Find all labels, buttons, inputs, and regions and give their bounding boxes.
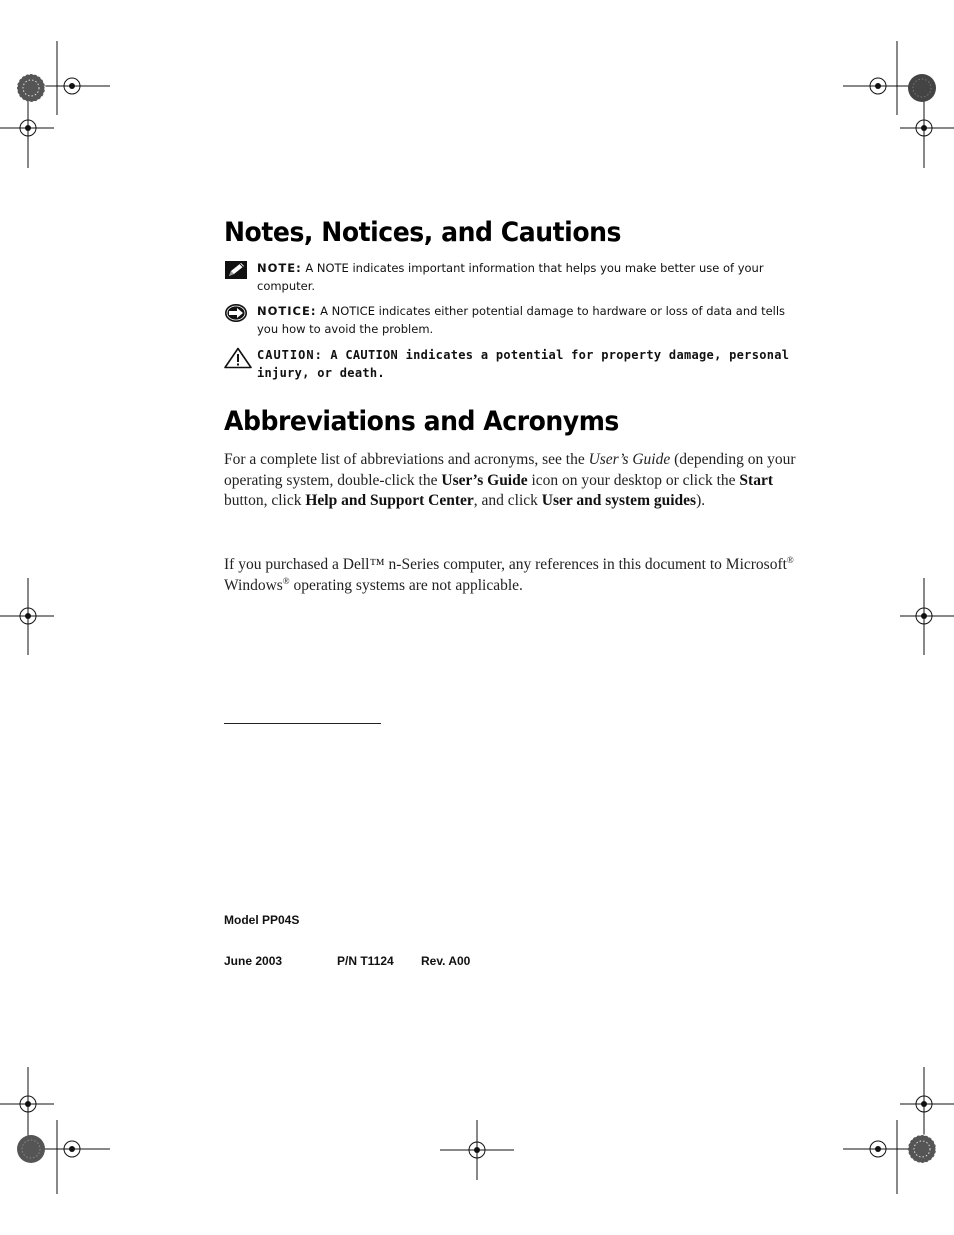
abbreviations-heading: Abbreviations and Acronyms (224, 406, 619, 437)
paragraph-text: Windows (224, 576, 283, 594)
warning-triangle-icon (224, 347, 252, 369)
caution-text (257, 347, 802, 382)
revision: Rev. A00 (421, 954, 471, 968)
notice-arrow-icon (224, 303, 248, 323)
paragraph-text: , and click (473, 492, 542, 509)
note-text (257, 260, 802, 295)
nseries-paragraph (224, 555, 799, 596)
registered-mark: ® (786, 554, 794, 565)
caution-label: CAUTION: (257, 348, 323, 362)
paragraph-text: operating systems are not applicable. (289, 576, 523, 594)
paragraph-text: (depending on your operating system, double-click the (224, 451, 796, 489)
start-button-label: Start (739, 471, 773, 489)
part-number: P/N T1124 (337, 954, 394, 968)
footnote-rule (224, 723, 381, 724)
paragraph-text: button, click (224, 492, 306, 509)
note-body: A NOTE indicates important information that helps you make better use of your computer. (257, 261, 764, 293)
caution-body: A CAUTION indicates a potential for property damage, personal injury, or death. (257, 348, 790, 380)
paragraph-text: If you purchased a Dell™ n-Series computer, any references in this document to Microsoft (224, 556, 787, 573)
paragraph-text: ). (696, 492, 706, 509)
registered-mark: ® (282, 575, 290, 586)
notice-label: NOTICE: (257, 304, 317, 318)
users-guide-icon-label: User’s Guide (441, 471, 528, 489)
help-support-label: Help and Support Center (305, 492, 474, 509)
notice-body: A NOTICE indicates either potential damage to hardware or loss of data and tells you how to avoid the problem. (257, 304, 786, 336)
notice-text (257, 303, 802, 338)
abbreviations-paragraph (224, 450, 799, 512)
notes-notices-cautions-heading: Notes, Notices, and Cautions (224, 217, 621, 248)
model-number: Model PP04S (224, 913, 300, 927)
note-label: NOTE: (257, 261, 302, 275)
paragraph-text: icon on your desktop or click the (527, 471, 740, 489)
publication-date: June 2003 (224, 954, 283, 968)
system-guides-label: User and system guides (541, 492, 697, 509)
paragraph-text: For a complete list of abbreviations and acronyms, see the (224, 451, 589, 468)
pencil-note-icon (224, 260, 248, 280)
users-guide-title: User’s Guide (588, 451, 671, 468)
